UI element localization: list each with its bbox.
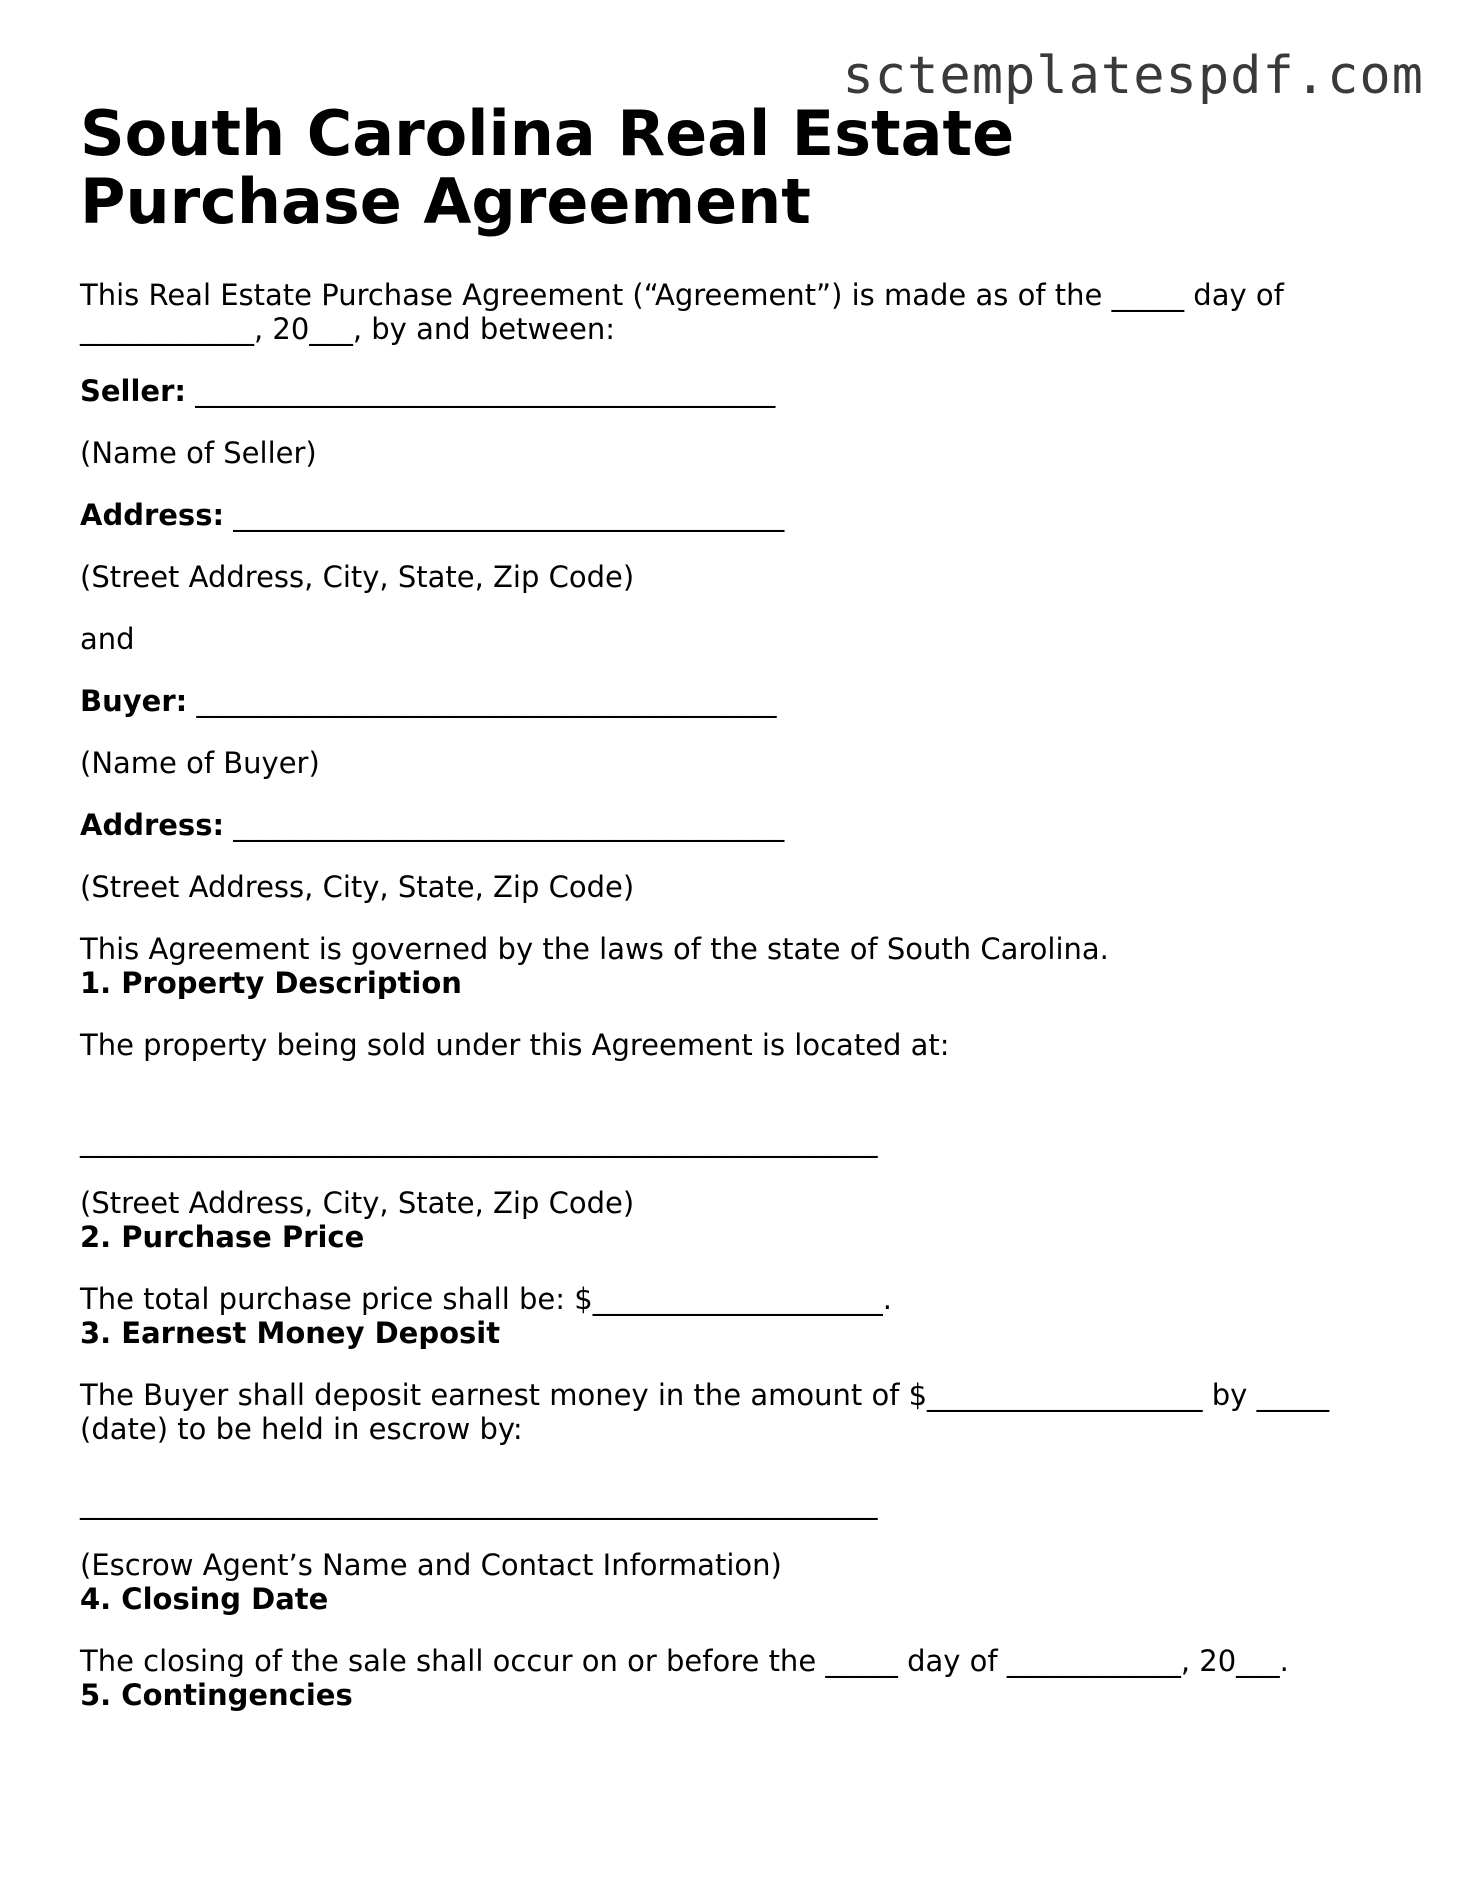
seller-label: Seller:	[80, 374, 187, 408]
seller-name-blank[interactable]: ________________________________________	[186, 374, 776, 408]
seller-address-caption: (Street Address, City, State, Zip Code)	[80, 560, 635, 594]
seller-address-blank[interactable]: ______________________________________	[224, 498, 785, 532]
document-page	[80, 97, 1380, 1712]
buyer-address-line	[80, 808, 1380, 842]
site-watermark: sctemplatespdf.com	[842, 46, 1424, 106]
intro-paragraph: This Real Estate Purchase Agreement (“Agreement”) is made as of the _____ day of ____________, 20___, by and between:	[80, 278, 1294, 346]
section-closing-text[interactable]: The closing of the sale shall occur on or before the _____ day of ____________, 20___.	[80, 1644, 1289, 1678]
property-address-caption: (Street Address, City, State, Zip Code)	[80, 1186, 635, 1220]
seller-address-label: Address:	[80, 498, 225, 532]
seller-line	[80, 374, 1380, 408]
buyer-address-caption: (Street Address, City, State, Zip Code)	[80, 870, 635, 904]
buyer-name-blank[interactable]: ________________________________________	[187, 684, 777, 718]
buyer-label: Buyer:	[80, 684, 188, 718]
section-deposit-heading: 3. Earnest Money Deposit	[80, 1316, 501, 1350]
buyer-address-label: Address:	[80, 808, 225, 842]
governing-law-text: This Agreement is governed by the laws of the state of South Carolina.	[80, 932, 1109, 966]
section-property-text: The property being sold under this Agreement is located at:	[80, 1028, 950, 1062]
document-title: South Carolina Real Estate Purchase Agreement	[80, 97, 1015, 238]
seller-caption: (Name of Seller)	[80, 436, 317, 470]
section-closing-heading: 4. Closing Date	[80, 1582, 329, 1616]
section-contingencies-heading: 5. Contingencies	[80, 1678, 353, 1712]
section-property-heading: 1. Property Description	[80, 966, 462, 1000]
and-text: and	[80, 622, 135, 656]
section-deposit-text[interactable]: The Buyer shall deposit earnest money in the amount of $___________________ by _____ (date) to be held in escrow by:	[80, 1378, 1339, 1446]
section-price-text[interactable]: The total purchase price shall be: $____________________.	[80, 1282, 892, 1316]
section-price-heading: 2. Purchase Price	[80, 1220, 365, 1254]
property-address-blank[interactable]: _______________________________________________________	[80, 1124, 878, 1158]
buyer-caption: (Name of Buyer)	[80, 746, 320, 780]
buyer-line	[80, 684, 1380, 718]
seller-address-line	[80, 498, 1380, 532]
escrow-agent-blank[interactable]: _______________________________________________________	[80, 1486, 878, 1520]
buyer-address-blank[interactable]: ______________________________________	[224, 808, 785, 842]
escrow-agent-caption: (Escrow Agent’s Name and Contact Information)	[80, 1548, 782, 1582]
